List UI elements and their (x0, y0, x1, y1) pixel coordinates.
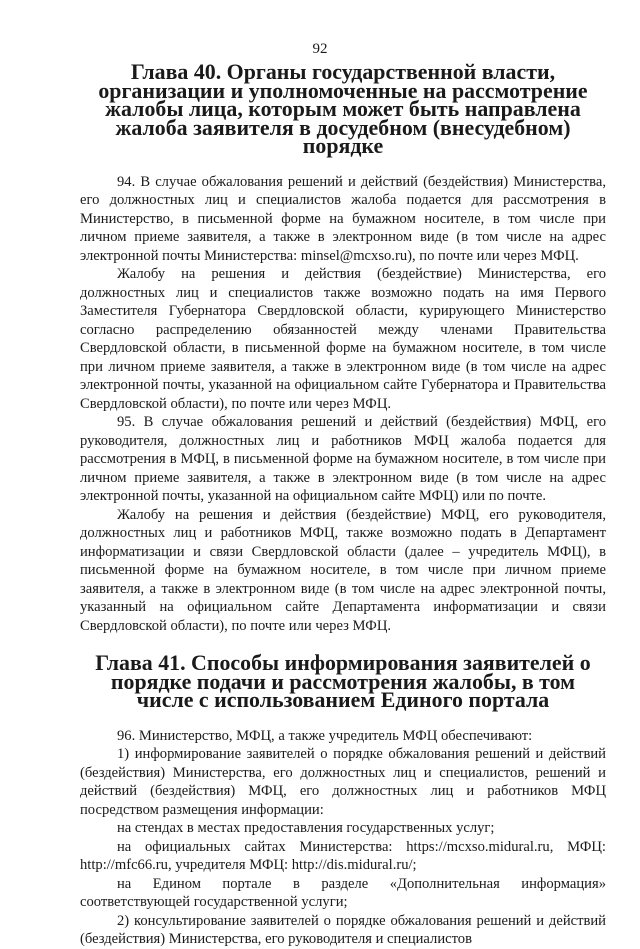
paragraph-96: 96. Министерство, МФЦ, а также учредитель МФЦ обеспечивают: (117, 727, 533, 744)
paragraph-96-item-2: 2) консультирование заявителей о порядке обжалования решений и действий (бездействия) Министерства, его руководителя и специалистов (80, 912, 606, 947)
paragraph-96-websites: на официальных сайтах Министерства: https://mcxso.midural.ru, МФЦ: http://mfc66.ru, учредителя МФЦ: http://dis.midural.ru/; (80, 838, 606, 873)
paragraph-94: 94. В случае обжалования решений и действий (бездействия) Министерства, его должностных лиц и специалистов жалоба подается для рассмотрения в Министерство, в письменной форме на бумажном носителе, в том числе при личном приеме заявителя, а также в электронном виде (в том числе на адрес электронной почты Министерства: minsel@mcxso.ru), по почте или через МФЦ. (80, 173, 606, 264)
page-number: 92 (312, 41, 328, 57)
chapter-40-title: Глава 40. Органы государственной власти, организации и уполномоченные на рассмотрение жалобы лица, которым может быть направлена жалоба заявителя в досудебном (внесудебном) порядке (98, 59, 588, 158)
paragraph-96-item-1: 1) информирование заявителей о порядке обжалования решений и действий (бездействия) Министерства, его должностных лиц и специалистов, решений и действий (бездействия) МФЦ, его должностных лиц и работников МФЦ посредством размещения информации: (80, 746, 606, 818)
page-content (80, 59, 606, 949)
chapter-41-title: Глава 41. Способы информирования заявителей о порядке подачи и рассмотрения жалобы, в том числе с использованием Единого портала (95, 650, 591, 712)
paragraph-95: 95. В случае обжалования решений и действий (бездействия) МФЦ, его руководителя, должностных лиц и работников МФЦ жалоба подается для рассмотрения в МФЦ, в письменной форме на бумажном носителе, в том числе при личном приеме заявителя, а также в электронном виде (в том числе на адрес электронной почты, указанной на официальном сайте МФЦ) или по почте. (80, 414, 606, 504)
paragraph-95-complaint-department: Жалобу на решения и действия (бездействие) МФЦ, его руководителя, должностных лиц и работников МФЦ, также возможно подать в Департамент информатизации и связи Свердловской области (далее – учредитель МФЦ), в письменной форме на бумажном носителе, в том числе при личном приеме заявителя, а также в электронном виде (в том числе на адрес электронной почты, указанный на официальном сайте Департамента информатизации и связи Свердловской области), по почте или через МФЦ. (80, 506, 606, 634)
paragraph-96-unified-portal: на Едином портале в разделе «Дополнительная информация» соответствующей государственной услуги; (80, 875, 606, 910)
paragraph-96-stands: на стендах в местах предоставления государственных услуг; (117, 820, 495, 836)
paragraph-94-complaint-governor: Жалобу на решения и действия (бездействие) Министерства, его должностных лиц и специалистов также возможно подать на имя Первого Заместителя Губернатора Свердловской области, курирующего Министерство согласно распределению обязанностей между членами Правительства Свердловской области, в письменной форме на бумажном носителе, в том числе при личном приеме заявителя, а также в электронном виде (в том числе на адрес электронной почты, указанной на официальном сайте Губернатора и Правительства Свердловской области), по почте или через МФЦ. (80, 266, 606, 412)
